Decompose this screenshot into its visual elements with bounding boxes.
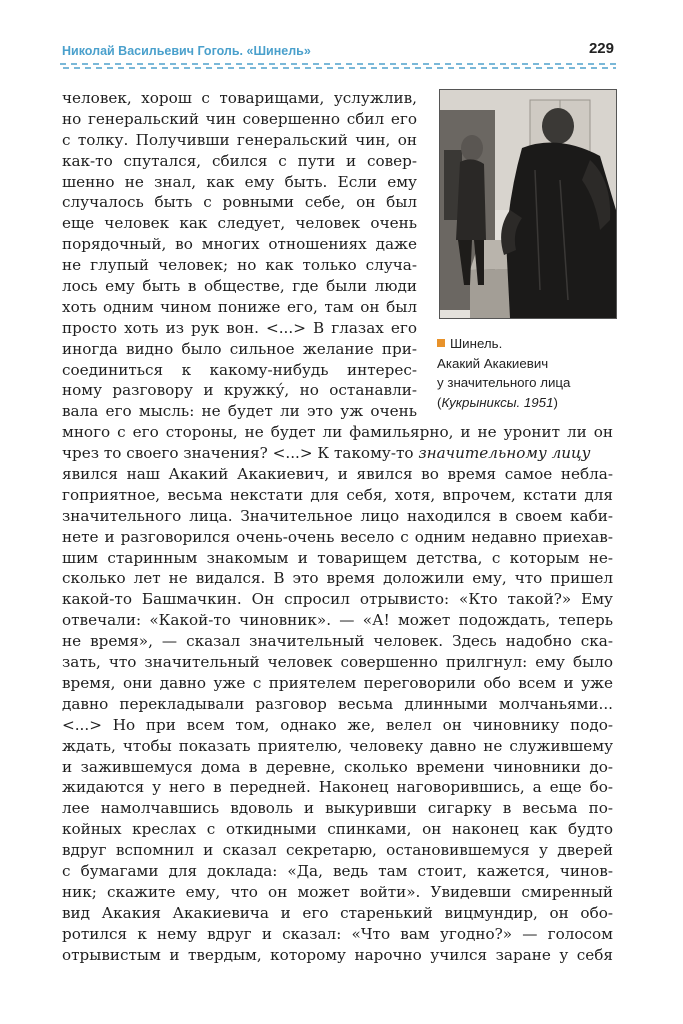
text-line: ждать, чтобы показать приятелю, человеку давно не служившему xyxy=(62,736,613,755)
text-line: давно перекладывали разговор весьма длинными молчаньями... xyxy=(62,694,613,713)
text-line: шим старинным знакомым и товарищем детства, с которым не- xyxy=(62,548,613,567)
text-line: случалось быть с ровными себе, он был xyxy=(62,193,417,212)
text-line: не глупый человек; но как только случа- xyxy=(62,256,417,275)
body-text xyxy=(62,88,618,965)
text-line: просто хоть из рук вон. <...> В глазах его xyxy=(62,318,417,337)
text-line: отвечали: «Какой-то чиновник». — «А! может подождать, теперь xyxy=(62,611,613,630)
text-line: вала его мысль: не будет ли это уж очень xyxy=(62,402,417,421)
caption-credit: Кукрыниксы. 1951 xyxy=(441,394,554,410)
text-line: сколько лет не видался. В это время доложили ему, что пришел xyxy=(62,569,613,588)
text-line: но генеральский чин совершенно сбил его xyxy=(62,109,417,128)
running-title: Николай Васильевич Гоголь. «Шинель» xyxy=(62,44,311,58)
text-line: человек, хорош с товарищами, услужлив, xyxy=(62,89,417,107)
text-segment: чрез то своего значения? <...> К такому-то xyxy=(62,444,419,463)
text-line: нете и разговорился очень-очень весело с одним недавно приехав- xyxy=(62,527,613,546)
text-line: шенно не знал, как ему быть. Если ему xyxy=(62,172,417,191)
text-line: ному разговору и кружку́, но останавли- xyxy=(62,381,417,400)
text-line: хоть одним чином пониже его, там он был xyxy=(62,297,417,316)
text-line: лее намолчавшись вдоволь и выкуривши сигарку в весьма по- xyxy=(62,799,613,818)
text-line: <...> Но при всем том, однако же, велел он чиновнику подо- xyxy=(62,715,613,734)
page-number: 229 xyxy=(588,40,614,57)
text-line: гоприятное, весьма некстати для себя, хотя, впрочем, кстати для xyxy=(62,485,613,504)
text-line-with-italic xyxy=(62,443,613,464)
text-line: зать, что значительный человек совершенно прилгнул: ему было xyxy=(62,653,613,672)
text-line: явился наш Акакий Акакиевич, и явился во время самое небла- xyxy=(62,465,613,484)
italic-term: значительному лицу xyxy=(418,444,591,463)
text-line: не время», — сказал значительный человек. Здесь надобно ска- xyxy=(62,632,613,651)
caption-title: Шинель. xyxy=(450,336,503,351)
text-line: лось ему быть в обществе, где были люди xyxy=(62,277,417,296)
text-line: порядочный, во многих отношениях даже xyxy=(62,235,417,254)
text-line: еще человек как следует, человек очень xyxy=(62,214,417,233)
text-line: какой-то Башмачкин. Он спросил отрывисто: «Кто такой?» Ему xyxy=(62,590,613,609)
text-line: жидаются у него в передней. Наконец наговорившись, а еще бо- xyxy=(62,778,613,797)
text-line: время, они давно уже с приятелем переговорили обо всем и уже xyxy=(62,673,613,692)
text-line: соединиться к какому-нибудь интерес- xyxy=(62,360,417,379)
caption-paren-close: ) xyxy=(553,394,558,410)
text-line: много с его стороны, не будет ли фамильярно, и не уронит ли он xyxy=(62,423,613,442)
text-line: вдруг вспомнил и сказал секретарю, остановившемуся у дверей xyxy=(62,841,613,860)
caption-line: у значительного лица xyxy=(437,375,571,390)
text-line: и зажившемуся дома в деревне, сколько времени чиновники до- xyxy=(62,757,613,776)
running-header xyxy=(60,40,620,60)
text-line: ротился к нему вдруг и сказал: «Что вам угодно?» — голосом xyxy=(62,924,613,943)
caption-paren-open: ( xyxy=(437,394,442,410)
text-line: как-то спутался, сбился с пути и совер- xyxy=(62,151,417,170)
text-line: с бумагами для доклада: «Да, ведь там стоит, кажется, чинов- xyxy=(62,861,613,880)
caption-line: Акакий Акакиевич xyxy=(437,355,549,371)
text-line: значительного лица. Значительное лицо находился в своем каби- xyxy=(62,506,613,525)
text-line: с толку. Получивши генеральский чин, он xyxy=(62,130,417,149)
text-line: иногда видно было сильное желание при- xyxy=(62,339,417,358)
text-line: ник; скажите ему, что он может войти». Увидевши смиренный xyxy=(62,882,613,901)
header-ornament-divider xyxy=(60,61,616,71)
text-line: вид Акакия Акакиевича и его старенький вицмундир, он обо- xyxy=(62,903,613,922)
text-line: отрывистым и твердым, которому нарочно учился заране у себя xyxy=(62,945,613,964)
text-line: койных креслах с откидными спинками, он наконец как будто xyxy=(62,820,613,839)
